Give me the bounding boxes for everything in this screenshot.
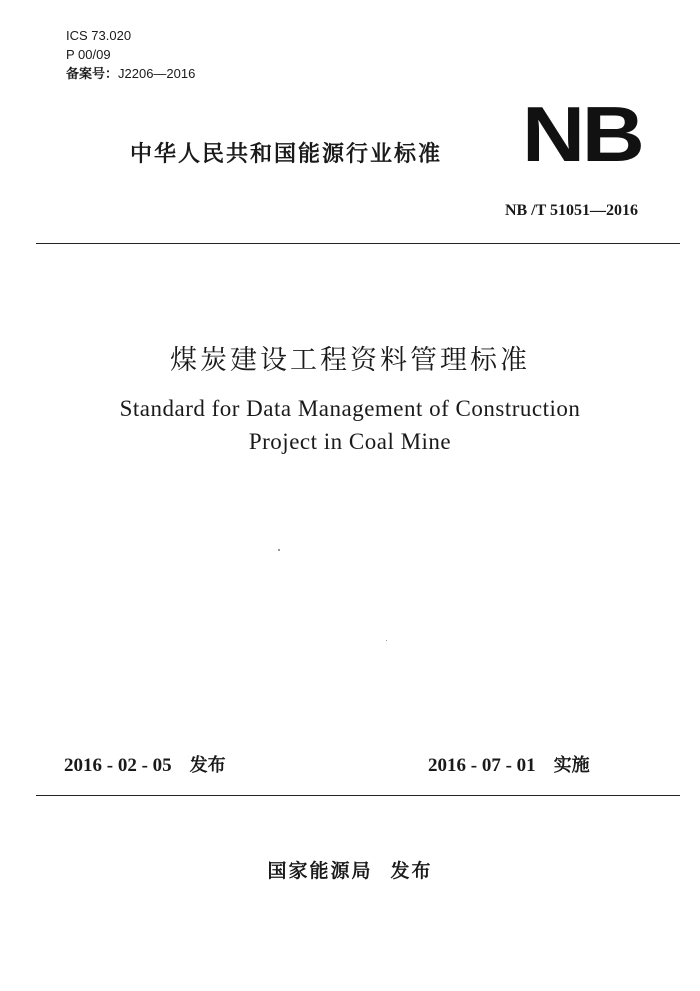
- document-title-english: [0, 392, 700, 458]
- scan-speck: [278, 549, 280, 551]
- implementation-date: 2016 - 07 - 01: [428, 755, 536, 776]
- bottom-divider: [36, 795, 680, 796]
- issue-label: 发布: [189, 755, 226, 776]
- issuer-name: 国家能源局: [267, 860, 373, 882]
- implementation-label: 实施: [553, 755, 590, 776]
- standard-category-title: 中华人民共和国能源行业标准: [130, 142, 443, 167]
- classification-block: [66, 26, 195, 83]
- filing-label: 备案号：: [66, 66, 119, 81]
- issue-date: 2016 - 02 - 05: [64, 755, 172, 776]
- english-title-line-1: Standard for Data Management of Construction: [119, 396, 581, 421]
- top-divider: [36, 243, 680, 244]
- issuing-authority: [0, 856, 700, 883]
- implementation-date-row: [428, 751, 590, 777]
- english-title-line-2: Project in Coal Mine: [248, 429, 452, 454]
- filing-number: J2206—2016: [118, 66, 196, 81]
- scan-speck: [386, 640, 387, 641]
- issue-date-row: [64, 751, 226, 777]
- document-title-chinese: 煤炭建设工程资料管理标准: [170, 345, 530, 376]
- nb-logo: NB: [522, 90, 642, 178]
- filing-number-row: [66, 64, 195, 83]
- standard-number: NB /T 51051—2016: [504, 202, 638, 219]
- issuer-verb: 发布: [390, 860, 433, 882]
- ccs-code: P 00/09: [66, 47, 111, 62]
- ics-code: ICS 73.020: [66, 28, 132, 43]
